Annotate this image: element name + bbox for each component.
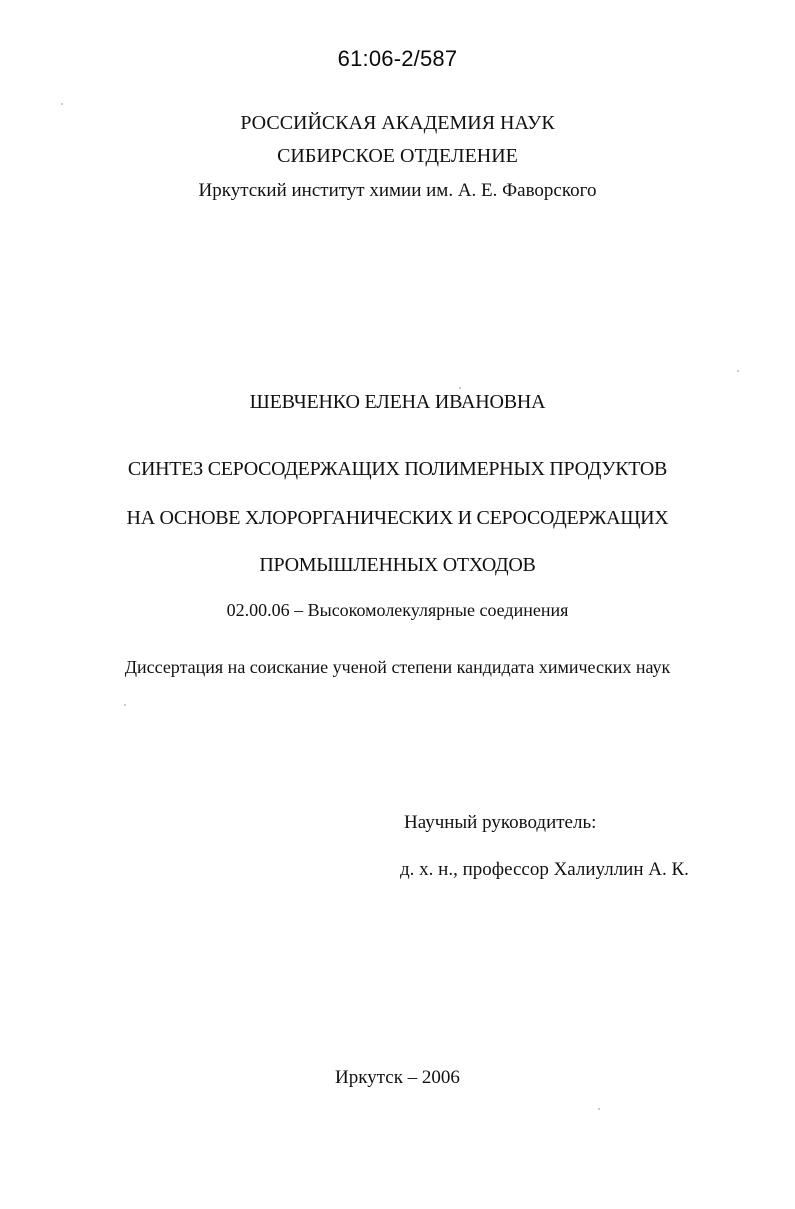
- supervisor-label: Научный руководитель:: [404, 812, 597, 833]
- branch-name: СИБИРСКОЕ ОТДЕЛЕНИЕ: [277, 145, 518, 167]
- scan-speck: [124, 704, 126, 706]
- library-stamp: 61:06-2/587: [337, 46, 458, 71]
- thesis-title-line-2: НА ОСНОВЕ ХЛОРОРГАНИЧЕСКИХ И СЕРОСОДЕРЖАЩИХ: [126, 507, 669, 529]
- scan-speck: [598, 1108, 600, 1110]
- author-name: ШЕВЧЕНКО ЕЛЕНА ИВАНОВНА: [249, 391, 546, 413]
- degree-statement: Диссертация на соискание ученой степени кандидата химических наук: [124, 657, 671, 677]
- specialty-code: 02.00.06 – Высокомолекулярные соединения: [226, 600, 569, 620]
- supervisor-name: д. х. н., профессор Халиуллин А. К.: [400, 859, 689, 880]
- thesis-title-line-1: СИНТЕЗ СЕРОСОДЕРЖАЩИХ ПОЛИМЕРНЫХ ПРОДУКТОВ: [127, 458, 668, 480]
- scan-speck: [459, 387, 461, 389]
- scan-speck: [737, 370, 739, 372]
- academy-name: РОССИЙСКАЯ АКАДЕМИЯ НАУК: [240, 112, 555, 134]
- city-year: Иркутск – 2006: [335, 1067, 460, 1088]
- scan-speck: [61, 103, 63, 105]
- thesis-title-line-3: ПРОМЫШЛЕННЫХ ОТХОДОВ: [259, 554, 536, 576]
- institute-name: Иркутский институт химии им. А. Е. Фаворского: [198, 180, 597, 201]
